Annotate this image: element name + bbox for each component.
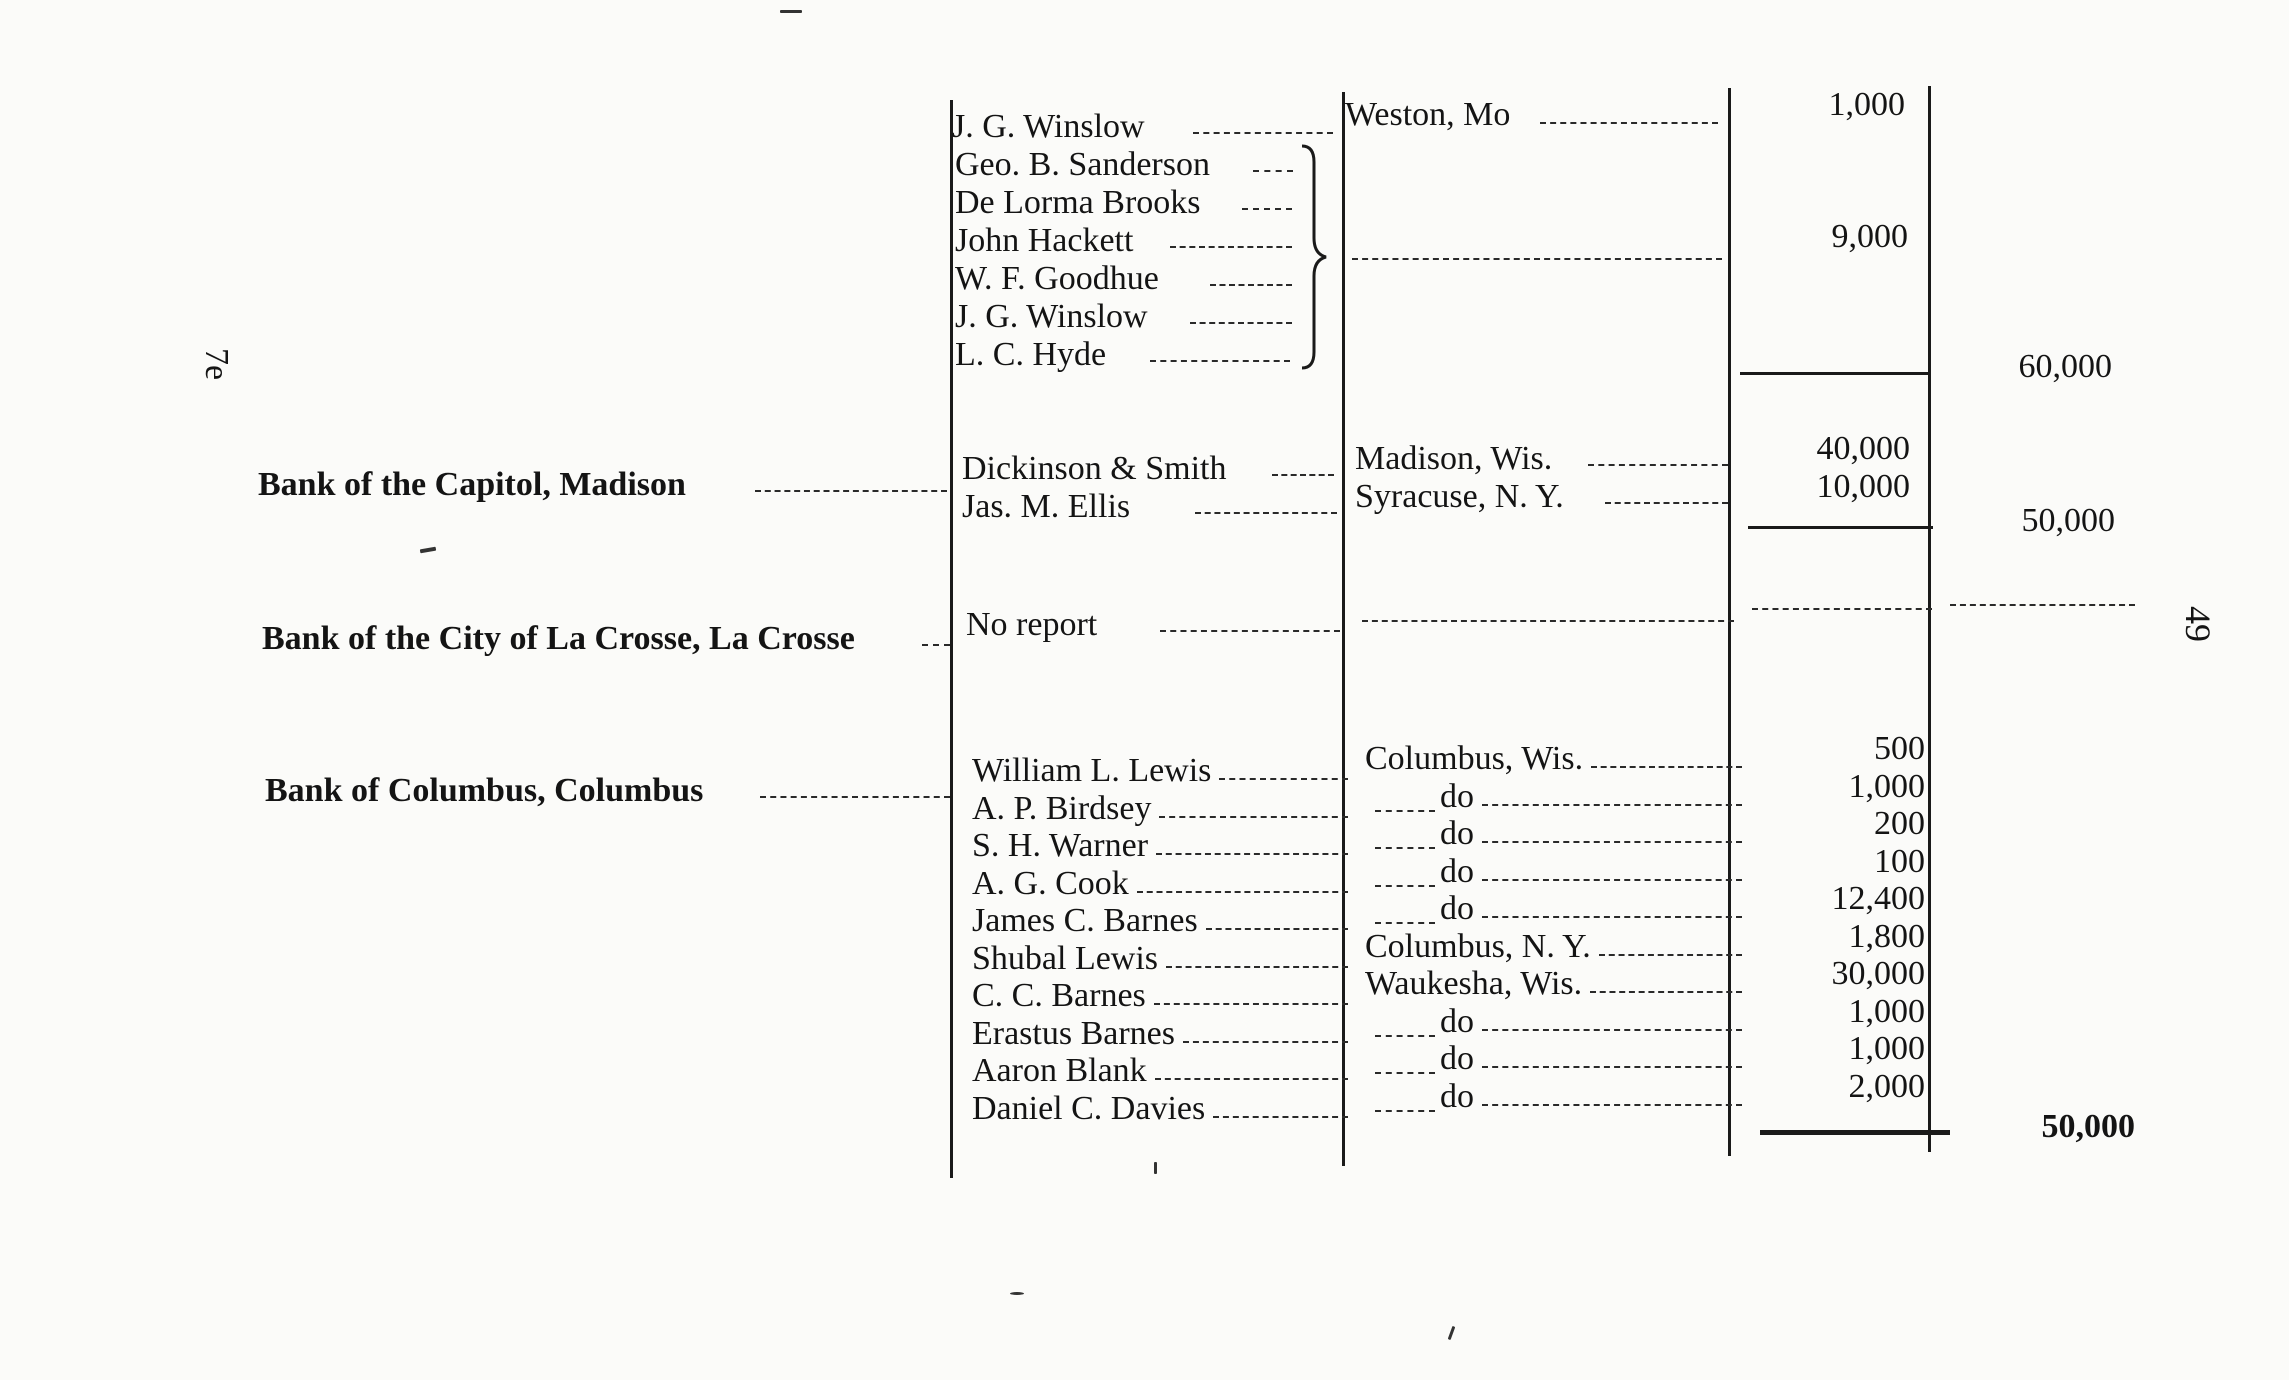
stockholder-name: James C. Barnes xyxy=(972,902,1198,939)
leader-dots xyxy=(922,644,950,646)
stockholder-name: Shubal Lewis xyxy=(972,940,1159,977)
leader-dots xyxy=(1156,853,1348,855)
leader-dots xyxy=(1166,966,1348,968)
residence: Syracuse, N. Y. xyxy=(1355,478,1564,515)
residence: Madison, Wis. xyxy=(1355,440,1553,477)
stockholder-name: Daniel C. Davies xyxy=(972,1090,1206,1127)
bank-total: 50,000 xyxy=(2041,1108,2135,1145)
leader-dots xyxy=(1242,208,1292,210)
amount: 1,000 xyxy=(1828,86,1905,123)
leader-dots xyxy=(1482,1104,1742,1106)
leader-dots xyxy=(1253,170,1293,172)
stockholder-name: S. H. Warner xyxy=(972,827,1149,864)
leader-dots xyxy=(1352,258,1722,260)
leader-dots xyxy=(1375,1072,1435,1074)
amount: 500 xyxy=(1874,730,1925,767)
name-column-left-rule xyxy=(950,100,953,1178)
stockholder-name: Geo. B. Sanderson xyxy=(955,146,1210,183)
leader-dots xyxy=(1482,841,1742,843)
leader-dots xyxy=(1193,132,1333,134)
amount: 1,000 xyxy=(1848,993,1925,1030)
grouping-brace xyxy=(1296,142,1336,372)
leader-dots xyxy=(1155,1078,1348,1080)
amount: 200 xyxy=(1874,805,1925,842)
right-margin-page-number: 49 xyxy=(2178,606,2218,642)
leader-dots xyxy=(1375,1035,1435,1037)
stockholder-name: John Hackett xyxy=(955,222,1134,259)
leader-dots xyxy=(1482,1029,1742,1031)
leader-dots xyxy=(1272,474,1334,476)
residence: do xyxy=(1440,1078,1474,1115)
leader-dots xyxy=(1190,322,1292,324)
leader-dots xyxy=(1752,608,1932,610)
stockholder-name: W. F. Goodhue xyxy=(955,260,1159,297)
leader-dots xyxy=(1160,630,1340,632)
leader-dots xyxy=(1375,847,1435,849)
leader-dots xyxy=(1150,360,1290,362)
stockholder-name: A. P. Birdsey xyxy=(972,790,1152,827)
stockholder-name: A. G. Cook xyxy=(972,865,1129,902)
residence: do xyxy=(1440,853,1474,890)
scan-speck xyxy=(420,547,436,554)
leader-dots xyxy=(1599,954,1742,956)
amount-column-right-rule xyxy=(1928,86,1931,1152)
amount: 1,000 xyxy=(1848,1030,1925,1067)
residence: Waukesha, Wis. xyxy=(1365,965,1583,1002)
stockholder-name: Dickinson & Smith xyxy=(962,450,1227,487)
leader-dots xyxy=(1605,502,1728,504)
leader-dots xyxy=(1137,891,1348,893)
leader-dots xyxy=(1170,246,1292,248)
amount: 9,000 xyxy=(1831,218,1908,255)
stockholder-name: Erastus Barnes xyxy=(972,1015,1176,1052)
subtotal-rule xyxy=(1740,372,1930,375)
scan-speck xyxy=(780,10,802,13)
leader-dots xyxy=(1219,778,1348,780)
residence: do xyxy=(1440,1040,1474,1077)
residence: do xyxy=(1440,815,1474,852)
amount: 1,000 xyxy=(1848,768,1925,805)
stockholder-name: L. C. Hyde xyxy=(955,336,1107,373)
leader-dots xyxy=(1540,122,1718,124)
bank-name: Bank of the City of La Crosse, La Crosse xyxy=(262,620,855,657)
scan-speck xyxy=(1154,1162,1157,1174)
residence: do xyxy=(1440,778,1474,815)
leader-dots xyxy=(1210,284,1292,286)
amount-column-left-rule xyxy=(1728,88,1731,1156)
stockholder-name: C. C. Barnes xyxy=(972,977,1146,1014)
stockholder-name: J. G. Winslow xyxy=(952,108,1145,145)
leader-dots xyxy=(1591,766,1742,768)
leader-dots xyxy=(1362,620,1734,622)
amount: 10,000 xyxy=(1816,468,1910,505)
stockholder-name: William L. Lewis xyxy=(972,752,1212,789)
leader-dots xyxy=(1482,1066,1742,1068)
leader-dots xyxy=(1206,928,1348,930)
leader-dots xyxy=(1154,1003,1348,1005)
residence: Columbus, N. Y. xyxy=(1365,928,1591,965)
amount: 100 xyxy=(1874,843,1925,880)
scan-speck xyxy=(1010,1292,1024,1295)
subtotal-rule xyxy=(1748,526,1933,529)
subtotal-rule xyxy=(1760,1130,1950,1135)
leader-dots xyxy=(760,796,950,798)
no-report-note: No report xyxy=(966,606,1098,643)
residence: Weston, Mo xyxy=(1345,96,1511,133)
leader-dots xyxy=(1482,879,1742,881)
stockholder-name: J. G. Winslow xyxy=(955,298,1148,335)
residence: Columbus, Wis. xyxy=(1365,740,1584,777)
residence: do xyxy=(1440,1003,1474,1040)
leader-dots xyxy=(1482,916,1742,918)
amount: 12,400 xyxy=(1831,880,1925,917)
leader-dots xyxy=(1375,885,1435,887)
leader-dots xyxy=(1195,512,1337,514)
scan-speck xyxy=(1448,1326,1456,1340)
leader-dots xyxy=(1375,1110,1435,1112)
leader-dots xyxy=(1482,804,1742,806)
amount: 30,000 xyxy=(1831,955,1925,992)
leader-dots xyxy=(1159,816,1348,818)
amount: 40,000 xyxy=(1816,430,1910,467)
stockholder-name: Jas. M. Ellis xyxy=(962,488,1131,525)
leader-dots xyxy=(1950,604,2135,606)
stockholder-name: De Lorma Brooks xyxy=(955,184,1201,221)
bank-name: Bank of the Capitol, Madison xyxy=(258,466,686,503)
bank-name: Bank of Columbus, Columbus xyxy=(265,772,704,809)
leader-dots xyxy=(1375,810,1435,812)
leader-dots xyxy=(1183,1041,1348,1043)
amount: 2,000 xyxy=(1848,1068,1925,1105)
stockholder-name: Aaron Blank xyxy=(972,1052,1147,1089)
leader-dots xyxy=(1590,991,1742,993)
bank-total: 50,000 xyxy=(2021,502,2115,539)
residence: do xyxy=(1440,890,1474,927)
leader-dots xyxy=(1588,464,1728,466)
amount: 1,800 xyxy=(1848,918,1925,955)
leader-dots xyxy=(1375,922,1435,924)
left-margin-page-mark: 7e xyxy=(198,347,236,381)
leader-dots xyxy=(1213,1116,1348,1118)
leader-dots xyxy=(755,490,947,492)
bank-total: 60,000 xyxy=(2018,348,2112,385)
